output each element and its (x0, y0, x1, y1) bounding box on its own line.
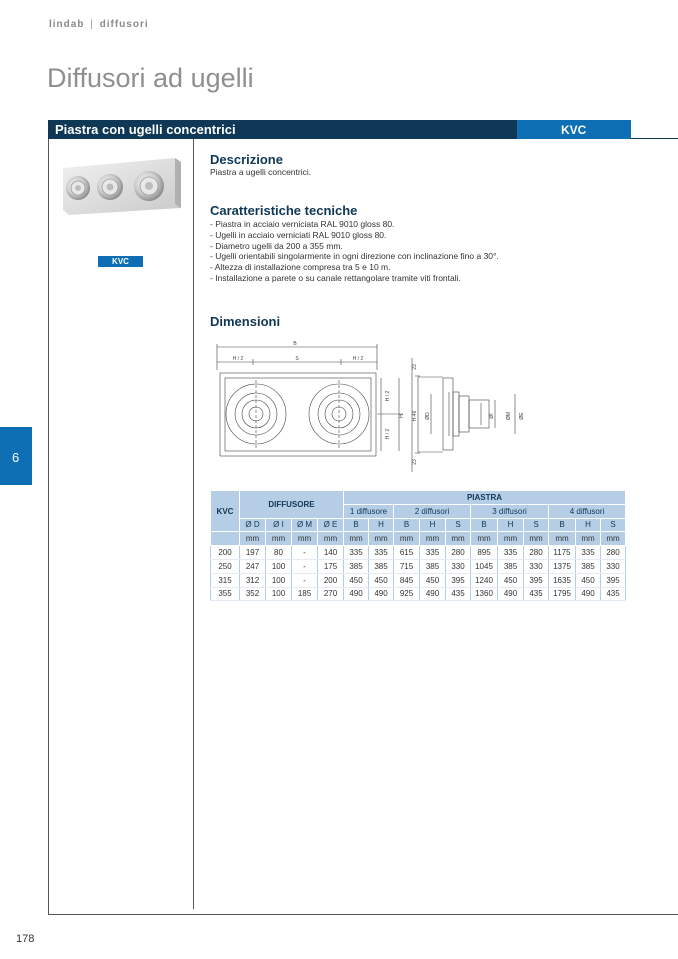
unit-cell: mm (394, 532, 420, 546)
table-cell: 385 (344, 559, 369, 573)
table-cell: 280 (524, 546, 549, 560)
section-code-badge (517, 120, 631, 139)
table-cell: 270 (318, 587, 344, 601)
unit-cell: mm (549, 532, 576, 546)
brand-separator: | (90, 19, 94, 30)
unit-cell: mm (601, 532, 626, 546)
table-cell: 715 (394, 559, 420, 573)
frame-bottom-border (48, 914, 678, 915)
unit-cell: mm (240, 532, 266, 546)
table-cell: 335 (369, 546, 394, 560)
table-cell: 435 (524, 587, 549, 601)
label-B: B (293, 341, 297, 347)
table-cell: 385 (498, 559, 524, 573)
table-cell: 450 (498, 573, 524, 587)
brand-name: lindab (49, 19, 85, 30)
table-cell: 315 (211, 573, 240, 587)
label-H2-left: H / 2 (232, 356, 244, 362)
table-cell: 1635 (549, 573, 576, 587)
unit-cell: mm (446, 532, 471, 546)
label-H2-side-bottom: H / 2 (385, 428, 391, 440)
table-cell: 1240 (471, 573, 498, 587)
table-cell: 335 (498, 546, 524, 560)
table-cell: 185 (292, 587, 318, 601)
table-cell: 845 (394, 573, 420, 587)
header-group-2: 2 diffusori (394, 504, 471, 518)
column-header: B (471, 518, 498, 532)
header-kvc: KVC (211, 491, 240, 532)
unit-cell: mm (498, 532, 524, 546)
label-H2-side-top: H / 2 (385, 390, 391, 402)
column-header: S (446, 518, 471, 532)
table-cell: - (292, 573, 318, 587)
table-cell: 312 (240, 573, 266, 587)
dimensioni-heading: Dimensioni (210, 314, 281, 329)
table-cell: 140 (318, 546, 344, 560)
spec-item: - Diametro ugelli da 200 a 355 mm. (210, 240, 343, 251)
table-cell: 895 (471, 546, 498, 560)
table-cell: 490 (498, 587, 524, 601)
descrizione-text: Piastra a ugelli concentrici. (210, 167, 312, 177)
nozzle-1 (66, 176, 90, 200)
page-number: 178 (16, 933, 35, 945)
product-tag (98, 256, 143, 267)
table-cell: 925 (394, 587, 420, 601)
table-cell: 435 (601, 587, 626, 601)
section-bar (48, 120, 517, 139)
table-cell: 355 (211, 587, 240, 601)
table-cell: 100 (266, 587, 292, 601)
table-cell: 1175 (549, 546, 576, 560)
header-group-4: 4 diffusori (549, 504, 626, 518)
spec-item: - Ugelli in acciaio verniciati RAL 9010 gloss 80. (210, 229, 387, 240)
column-header: H (369, 518, 394, 532)
table-cell: 80 (266, 546, 292, 560)
chapter-number: 6 (12, 450, 20, 465)
table-cell: 247 (240, 559, 266, 573)
table-cell: 330 (446, 559, 471, 573)
header-piastra: PIASTRA (344, 491, 626, 505)
table-cell: 1795 (549, 587, 576, 601)
unit-row (211, 532, 626, 546)
table-cell: 330 (524, 559, 549, 573)
column-header: S (601, 518, 626, 532)
table-body (211, 546, 626, 601)
column-header: B (344, 518, 369, 532)
table-cell: 280 (601, 546, 626, 560)
table-cell: 395 (524, 573, 549, 587)
dimensions-table (210, 490, 626, 601)
page-title: Diffusori ad ugelli (47, 63, 254, 93)
column-divider (193, 139, 194, 909)
frame-left-border (48, 139, 49, 915)
column-header: Ø D (240, 518, 266, 532)
table-cell: 175 (318, 559, 344, 573)
column-header: B (549, 518, 576, 532)
spec-item: - Piastra in acciaio verniciata RAL 9010 gloss 80. (210, 219, 395, 229)
label-H: H (399, 414, 405, 418)
table-cell: 385 (369, 559, 394, 573)
column-header: Ø I (266, 518, 292, 532)
table-cell: 1045 (471, 559, 498, 573)
table-cell: 435 (446, 587, 471, 601)
unit-cell: mm (292, 532, 318, 546)
column-header: S (524, 518, 549, 532)
label-H46: H-46 (412, 410, 418, 422)
label-diameter-E: ØE (519, 412, 525, 420)
table-row (211, 587, 626, 601)
table-cell: 352 (240, 587, 266, 601)
table-cell: 197 (240, 546, 266, 560)
table-cell: - (292, 546, 318, 560)
spec-item: - Altezza di installazione compresa tra 5 e 10 m. (210, 262, 391, 273)
header-group-1: 1 diffusore (344, 504, 394, 518)
table-cell: 100 (266, 559, 292, 573)
table-cell: 385 (576, 559, 601, 573)
header-group-3: 3 diffusori (471, 504, 549, 518)
unit-corner (211, 532, 240, 546)
table-cell: 335 (576, 546, 601, 560)
section-code: KVC (561, 123, 587, 137)
table-row (211, 559, 626, 573)
table-cell: - (292, 559, 318, 573)
unit-cell: mm (369, 532, 394, 546)
table-cell: 1360 (471, 587, 498, 601)
table-cell: 615 (394, 546, 420, 560)
table-cell: 335 (344, 546, 369, 560)
label-23-bottom: 23 (412, 459, 418, 465)
spec-item: - Ugelli orientabili singolarmente in ogni direzione con inclinazione fino a 30°. (210, 251, 499, 262)
caratteristiche-list (210, 219, 499, 284)
label-H2-right: H / 2 (352, 356, 364, 362)
column-header: H (576, 518, 601, 532)
product-photo (63, 158, 181, 215)
descrizione-heading: Descrizione (210, 152, 283, 167)
caratteristiche-heading: Caratteristiche tecniche (210, 203, 358, 218)
table-cell: 100 (266, 573, 292, 587)
unit-cell: mm (266, 532, 292, 546)
front-view (217, 344, 403, 456)
unit-cell: mm (524, 532, 549, 546)
brand-section: diffusori (99, 19, 149, 30)
label-S: S (295, 356, 299, 362)
table-row (211, 546, 626, 560)
table-row (211, 573, 626, 587)
table-cell: 490 (420, 587, 446, 601)
section-title: Piastra con ugelli concentrici (55, 122, 236, 137)
table-cell: 385 (420, 559, 446, 573)
table-cell: 330 (601, 559, 626, 573)
column-header: Ø M (292, 518, 318, 532)
brand-header (49, 19, 149, 30)
unit-cell: mm (344, 532, 369, 546)
label-diameter-D: ØD (425, 412, 431, 420)
table-cell: 395 (446, 573, 471, 587)
table-cell: 490 (344, 587, 369, 601)
table-cell: 450 (576, 573, 601, 587)
unit-cell: mm (318, 532, 344, 546)
table-cell: 450 (420, 573, 446, 587)
table-cell: 450 (369, 573, 394, 587)
technical-drawing (205, 340, 535, 475)
section-underline (631, 138, 678, 139)
unit-cell: mm (420, 532, 446, 546)
label-23-top: 23 (412, 364, 418, 370)
label-diameter-I: ØI (489, 413, 495, 419)
column-header-row (211, 518, 626, 532)
label-diameter-M: ØM (506, 411, 512, 421)
spec-item: - Installazione a parete o su canale rettangolare tramite viti frontali. (210, 272, 461, 283)
unit-cell: mm (576, 532, 601, 546)
table-cell: 280 (446, 546, 471, 560)
header-diffusore: DIFFUSORE (240, 491, 344, 519)
product-tag-label: KVC (112, 257, 129, 266)
column-header: H (498, 518, 524, 532)
table-cell: 200 (318, 573, 344, 587)
column-header: H (420, 518, 446, 532)
table-cell: 335 (420, 546, 446, 560)
unit-cell: mm (471, 532, 498, 546)
nozzle-2 (97, 174, 123, 200)
table-cell: 250 (211, 559, 240, 573)
table-cell: 1375 (549, 559, 576, 573)
table-cell: 490 (576, 587, 601, 601)
column-header: Ø E (318, 518, 344, 532)
chapter-tab (0, 427, 32, 485)
table-cell: 450 (344, 573, 369, 587)
table-cell: 200 (211, 546, 240, 560)
table-cell: 490 (369, 587, 394, 601)
column-header: B (394, 518, 420, 532)
table-cell: 395 (601, 573, 626, 587)
nozzle-3 (134, 171, 164, 201)
